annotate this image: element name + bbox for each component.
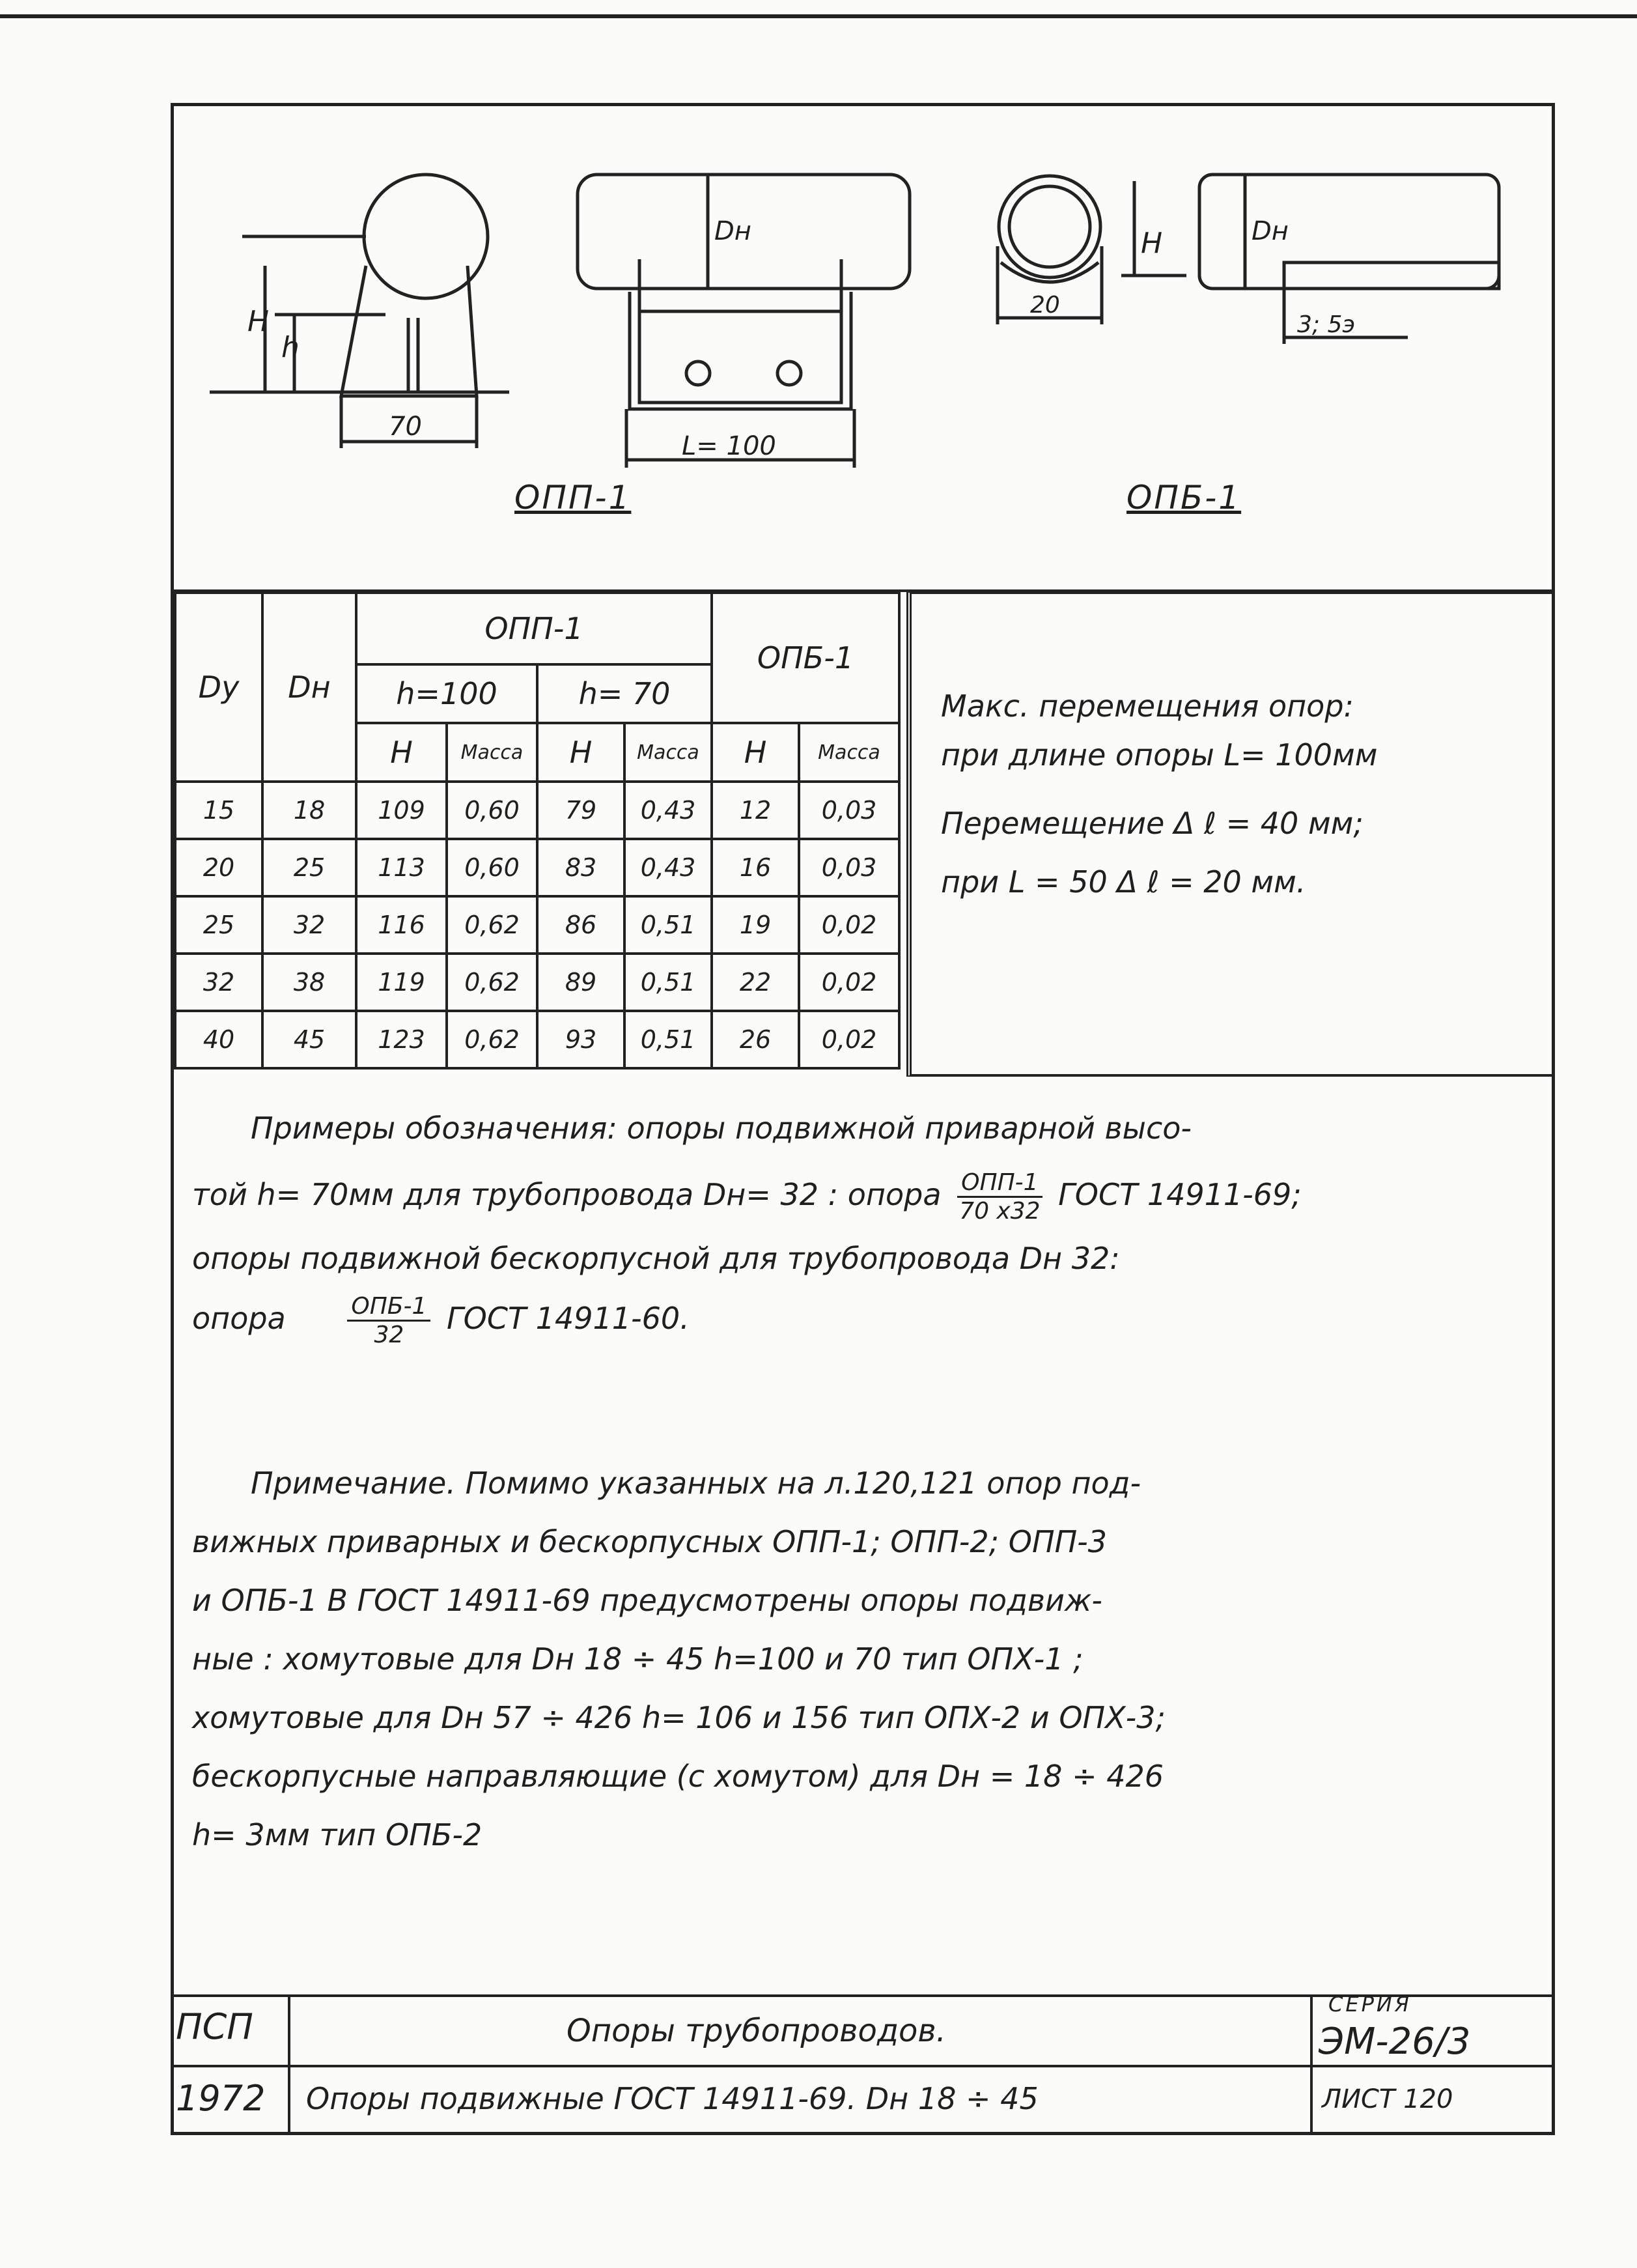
col-header-dy: Dу <box>175 593 262 782</box>
cell-H100: 113 <box>356 839 447 896</box>
cell-H-opb: 12 <box>712 782 799 839</box>
cell-dn: 32 <box>262 896 356 954</box>
col-header-dn: Dн <box>262 593 356 782</box>
table-row <box>175 1011 899 1068</box>
note-line-1: Макс. перемещения опор: <box>941 688 1354 724</box>
dim-3-5: 3; 5э <box>1297 311 1356 338</box>
cell-H100: 109 <box>356 782 447 839</box>
sub-header-h70: h= 70 <box>537 664 712 723</box>
cell-mass70: 0,51 <box>624 896 712 954</box>
cell-mass70: 0,43 <box>624 782 712 839</box>
fraction-numerator: ОПП-1 <box>957 1169 1042 1198</box>
remark-line: ные : хомутовые для Dн 18 ÷ 45 h=100 и 70 тип ОПХ-1 ; <box>192 1641 1084 1677</box>
designation-fraction-opp <box>957 1169 1042 1225</box>
group-header-opb1: ОПБ-1 <box>712 593 899 723</box>
cell-mass-opb: 0,02 <box>799 954 899 1011</box>
cell-mass100: 0,60 <box>447 839 537 896</box>
cell-H-opb: 22 <box>712 954 799 1011</box>
col-header-mass: Масса <box>447 723 537 782</box>
remark-line: бескорпусные направляющие (с хомутом) для Dн = 18 ÷ 426 <box>192 1759 1164 1794</box>
support-drawings <box>171 103 1555 591</box>
label-dn-opb: Dн <box>1252 216 1289 246</box>
cell-H70: 86 <box>537 896 624 954</box>
label-H-opb: H <box>1141 227 1163 260</box>
cell-mass100: 0,62 <box>447 954 537 1011</box>
label-dn: Dн <box>714 216 751 246</box>
col-header-mass: Масса <box>799 723 899 782</box>
table-row <box>175 896 899 954</box>
example-line-4 <box>192 1293 690 1348</box>
stamp-divider-left <box>288 1994 290 2135</box>
cell-H70: 93 <box>537 1011 624 1068</box>
cell-mass-opb: 0,02 <box>799 896 899 954</box>
caption-opb1: ОПБ-1 <box>1126 479 1242 517</box>
example-line-3: опоры подвижной бескорпусной для трубопровода Dн 32: <box>192 1241 1120 1276</box>
cell-H-opb: 16 <box>712 839 799 896</box>
cell-H100: 119 <box>356 954 447 1011</box>
sub-header-h100: h=100 <box>356 664 537 723</box>
cell-H-opb: 26 <box>712 1011 799 1068</box>
cell-mass100: 0,60 <box>447 782 537 839</box>
stamp-divider-right <box>1310 1994 1313 2135</box>
stamp-series-label: СЕРИЯ <box>1328 1992 1412 2017</box>
cell-mass100: 0,62 <box>447 896 537 954</box>
cell-dn: 45 <box>262 1011 356 1068</box>
remark-line: хомутовые для Dн 57 ÷ 426 h= 106 и 156 тип ОПХ-2 и ОПХ-3; <box>192 1700 1166 1735</box>
cell-dn: 25 <box>262 839 356 896</box>
example-line-1: Примеры обозначения: опоры подвижной приварной высо- <box>251 1111 1192 1146</box>
movement-notes <box>906 591 1555 1077</box>
col-header-mass: Масса <box>624 723 712 782</box>
stamp-year: 1972 <box>176 2078 266 2119</box>
cell-dn: 38 <box>262 954 356 1011</box>
dim-20: 20 <box>1030 292 1060 319</box>
example-line-2-gost: ГОСТ 14911-69; <box>1058 1177 1302 1212</box>
cell-dy: 20 <box>175 839 262 896</box>
cell-mass-opb: 0,03 <box>799 782 899 839</box>
remark-line: h= 3мм тип ОПБ-2 <box>192 1817 483 1852</box>
dimensions-table <box>174 591 901 1070</box>
designation-fraction-opb <box>347 1293 430 1348</box>
example-line-4-gost: ГОСТ 14911-60. <box>447 1301 690 1336</box>
stamp-subtitle: Опоры подвижные ГОСТ 14911-69. Dн 18 ÷ 45 <box>306 2081 1039 2116</box>
cell-dy: 25 <box>175 896 262 954</box>
fraction-numerator: ОПБ-1 <box>347 1293 430 1322</box>
opb-pipe-circle <box>999 176 1100 277</box>
stamp-sheet-number: ЛИСТ 120 <box>1322 2084 1453 2114</box>
caption-opp1: ОПП-1 <box>514 479 632 517</box>
cell-dy: 40 <box>175 1011 262 1068</box>
col-header-H: H <box>712 723 799 782</box>
cell-mass100: 0,62 <box>447 1011 537 1068</box>
table-row <box>175 782 899 839</box>
fraction-denominator: 32 <box>374 1322 404 1348</box>
label-h: h <box>281 331 300 364</box>
dim-70: 70 <box>389 412 422 442</box>
cell-H100: 123 <box>356 1011 447 1068</box>
cell-dy: 15 <box>175 782 262 839</box>
cell-H70: 83 <box>537 839 624 896</box>
group-header-opp1: ОПП-1 <box>356 593 712 664</box>
table-row <box>175 839 899 896</box>
cell-H70: 79 <box>537 782 624 839</box>
fraction-denominator: 70 х32 <box>959 1198 1041 1225</box>
dim-length: L= 100 <box>682 431 776 461</box>
top-edge-line <box>0 14 1637 18</box>
cell-mass70: 0,43 <box>624 839 712 896</box>
col-header-H: H <box>537 723 624 782</box>
cell-H-opb: 19 <box>712 896 799 954</box>
stamp-org: ПСП <box>176 2006 253 2047</box>
cell-mass70: 0,51 <box>624 1011 712 1068</box>
cell-H100: 116 <box>356 896 447 954</box>
stamp-title: Опоры трубопроводов. <box>567 2013 946 2049</box>
cell-mass70: 0,51 <box>624 954 712 1011</box>
note-line-3: Перемещение Δ ℓ = 40 мм; <box>941 806 1364 841</box>
example-line-4-text: опора <box>192 1301 286 1336</box>
example-line-2 <box>192 1169 1302 1225</box>
cell-mass-opb: 0,02 <box>799 1011 899 1068</box>
remark-line: вижных приварных и бескорпусных ОПП-1; ОПП-2; ОПП-3 <box>192 1524 1108 1559</box>
note-line-4: при L = 50 Δ ℓ = 20 мм. <box>941 864 1306 900</box>
remark-line: и ОПБ-1 В ГОСТ 14911-69 предусмотрены опоры подвиж- <box>192 1583 1102 1618</box>
cell-H70: 89 <box>537 954 624 1011</box>
example-line-2-text: той h= 70мм для трубопровода Dн= 32 : опора <box>192 1177 942 1212</box>
remark-line: Примечание. Помимо указанных на л.120,121 опор под- <box>251 1466 1141 1501</box>
note-line-2: при длине опоры L= 100мм <box>941 737 1378 773</box>
table-row <box>175 954 899 1011</box>
cell-dn: 18 <box>262 782 356 839</box>
col-header-H: H <box>356 723 447 782</box>
cell-dy: 32 <box>175 954 262 1011</box>
cell-mass-opb: 0,03 <box>799 839 899 896</box>
label-H: H <box>247 305 270 338</box>
stamp-middle-line <box>171 2065 1555 2067</box>
stamp-series-value: ЭМ-26/3 <box>1319 2020 1471 2063</box>
